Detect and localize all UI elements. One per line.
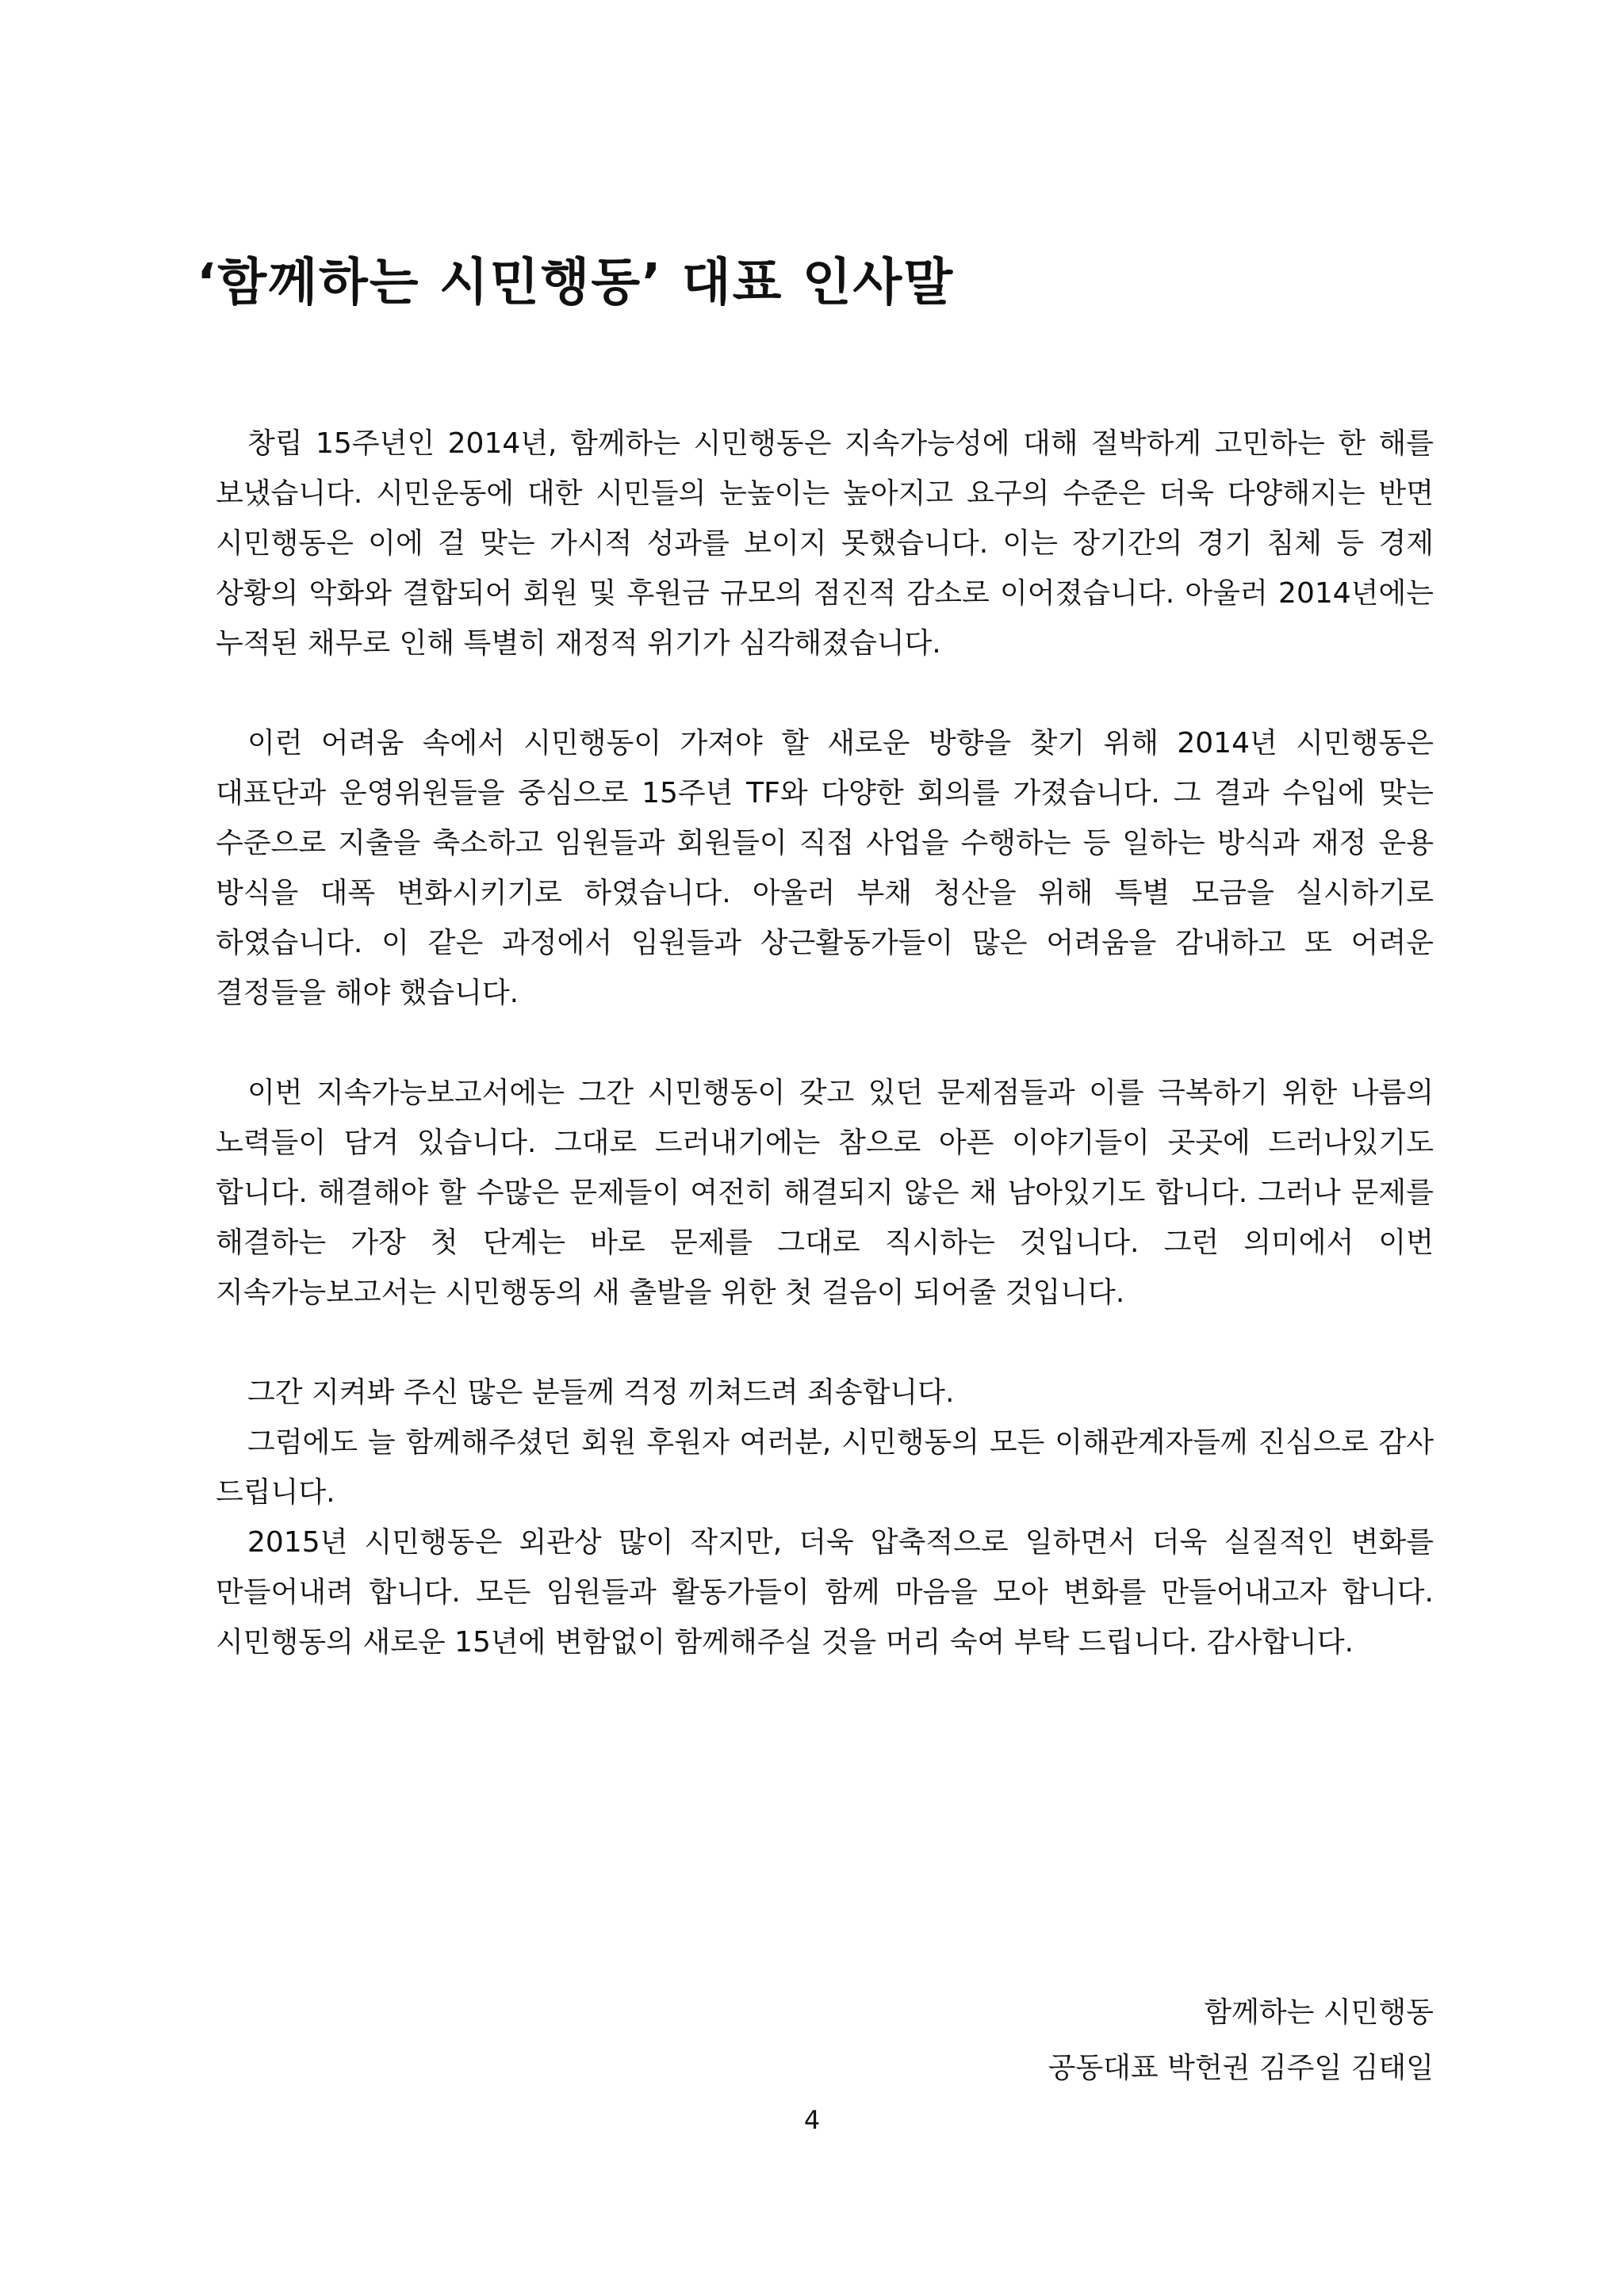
signature-block	[1048, 1985, 1434, 2096]
letter-body	[216, 419, 1434, 1667]
paragraph-4: 그간 지켜봐 주신 많은 분들께 걱정 끼쳐드려 죄송합니다.	[247, 1376, 955, 1409]
signature-organization: 함께하는 시민행동	[1204, 1996, 1434, 2029]
page-title: ‘함께하는 시민행동’ 대표 인사말	[197, 254, 955, 312]
paragraph-5: 그럼에도 늘 함께해주셨던 회원 후원자 여러분, 시민행동의 모든 이해관계자들께 진심으로 감사 드립니다.	[216, 1426, 1434, 1509]
paragraph-1: 창립 15주년인 2014년, 함께하는 시민행동은 지속가능성에 대해 절박하게 고민하는 한 해를 보냈습니다. 시민운동에 대한 시민들의 눈높이는 높아지고 요구의 수준은 더욱 다양해지는 반면 시민행동은 이에 걸 맞는 가시적 성과를 보이지 못했습니다. 이는 장기간의 경기 침체 등 경제 상황의 악화와 결합되어 회원 및 후원금 규모의 점진적 감소로 이어졌습니다. 아울러 2014년에는 누적된 채무로 인해 특별히 재정적 위기가 심각해졌습니다.	[216, 427, 1434, 660]
signature-representatives: 공동대표 박헌권 김주일 김태일	[1048, 2052, 1434, 2084]
page-number: 4	[803, 2105, 821, 2135]
paragraph-2: 이런 어려움 속에서 시민행동이 가져야 할 새로운 방향을 찾기 위해 2014년 시민행동은 대표단과 운영위원들을 중심으로 15주년 TF와 다양한 회의를 가졌습니다. 그 결과 수입에 맞는 수준으로 지출을 축소하고 임원들과 회원들이 직접 사업을 수행하는 등 일하는 방식과 재정 운용 방식을 대폭 변화시키기로 하였습니다. 아울러 부채 청산을 위해 특별 모금을 실시하기로 하였습니다. 이 같은 과정에서 임원들과 상근활동가들이 많은 어려움을 감내하고 또 어려운 결정들을 해야 했습니다.	[216, 727, 1434, 1009]
paragraph-6: 2015년 시민행동은 외관상 많이 작지만, 더욱 압축적으로 일하면서 더욱 실질적인 변화를 만들어내려 합니다. 모든 임원들과 활동가들이 함께 마음을 모아 변화를 만들어내고자 합니다. 시민행동의 새로운 15년에 변함없이 함께해주실 것을 머리 숙여 부탁 드립니다. 감사합니다.	[216, 1526, 1434, 1659]
paragraph-3: 이번 지속가능보고서에는 그간 시민행동이 갖고 있던 문제점들과 이를 극복하기 위한 나름의 노력들이 담겨 있습니다. 그대로 드러내기에는 참으로 아픈 이야기들이 곳곳에 드러나있기도 합니다. 해결해야 할 수많은 문제들이 여전히 해결되지 않은 채 남아있기도 합니다. 그러나 문제를 해결하는 가장 첫 단계는 바로 문제를 그대로 직시하는 것입니다. 그런 의미에서 이번 지속가능보고서는 시민행동의 새 출발을 위한 첫 걸음이 되어줄 것입니다.	[216, 1077, 1434, 1309]
